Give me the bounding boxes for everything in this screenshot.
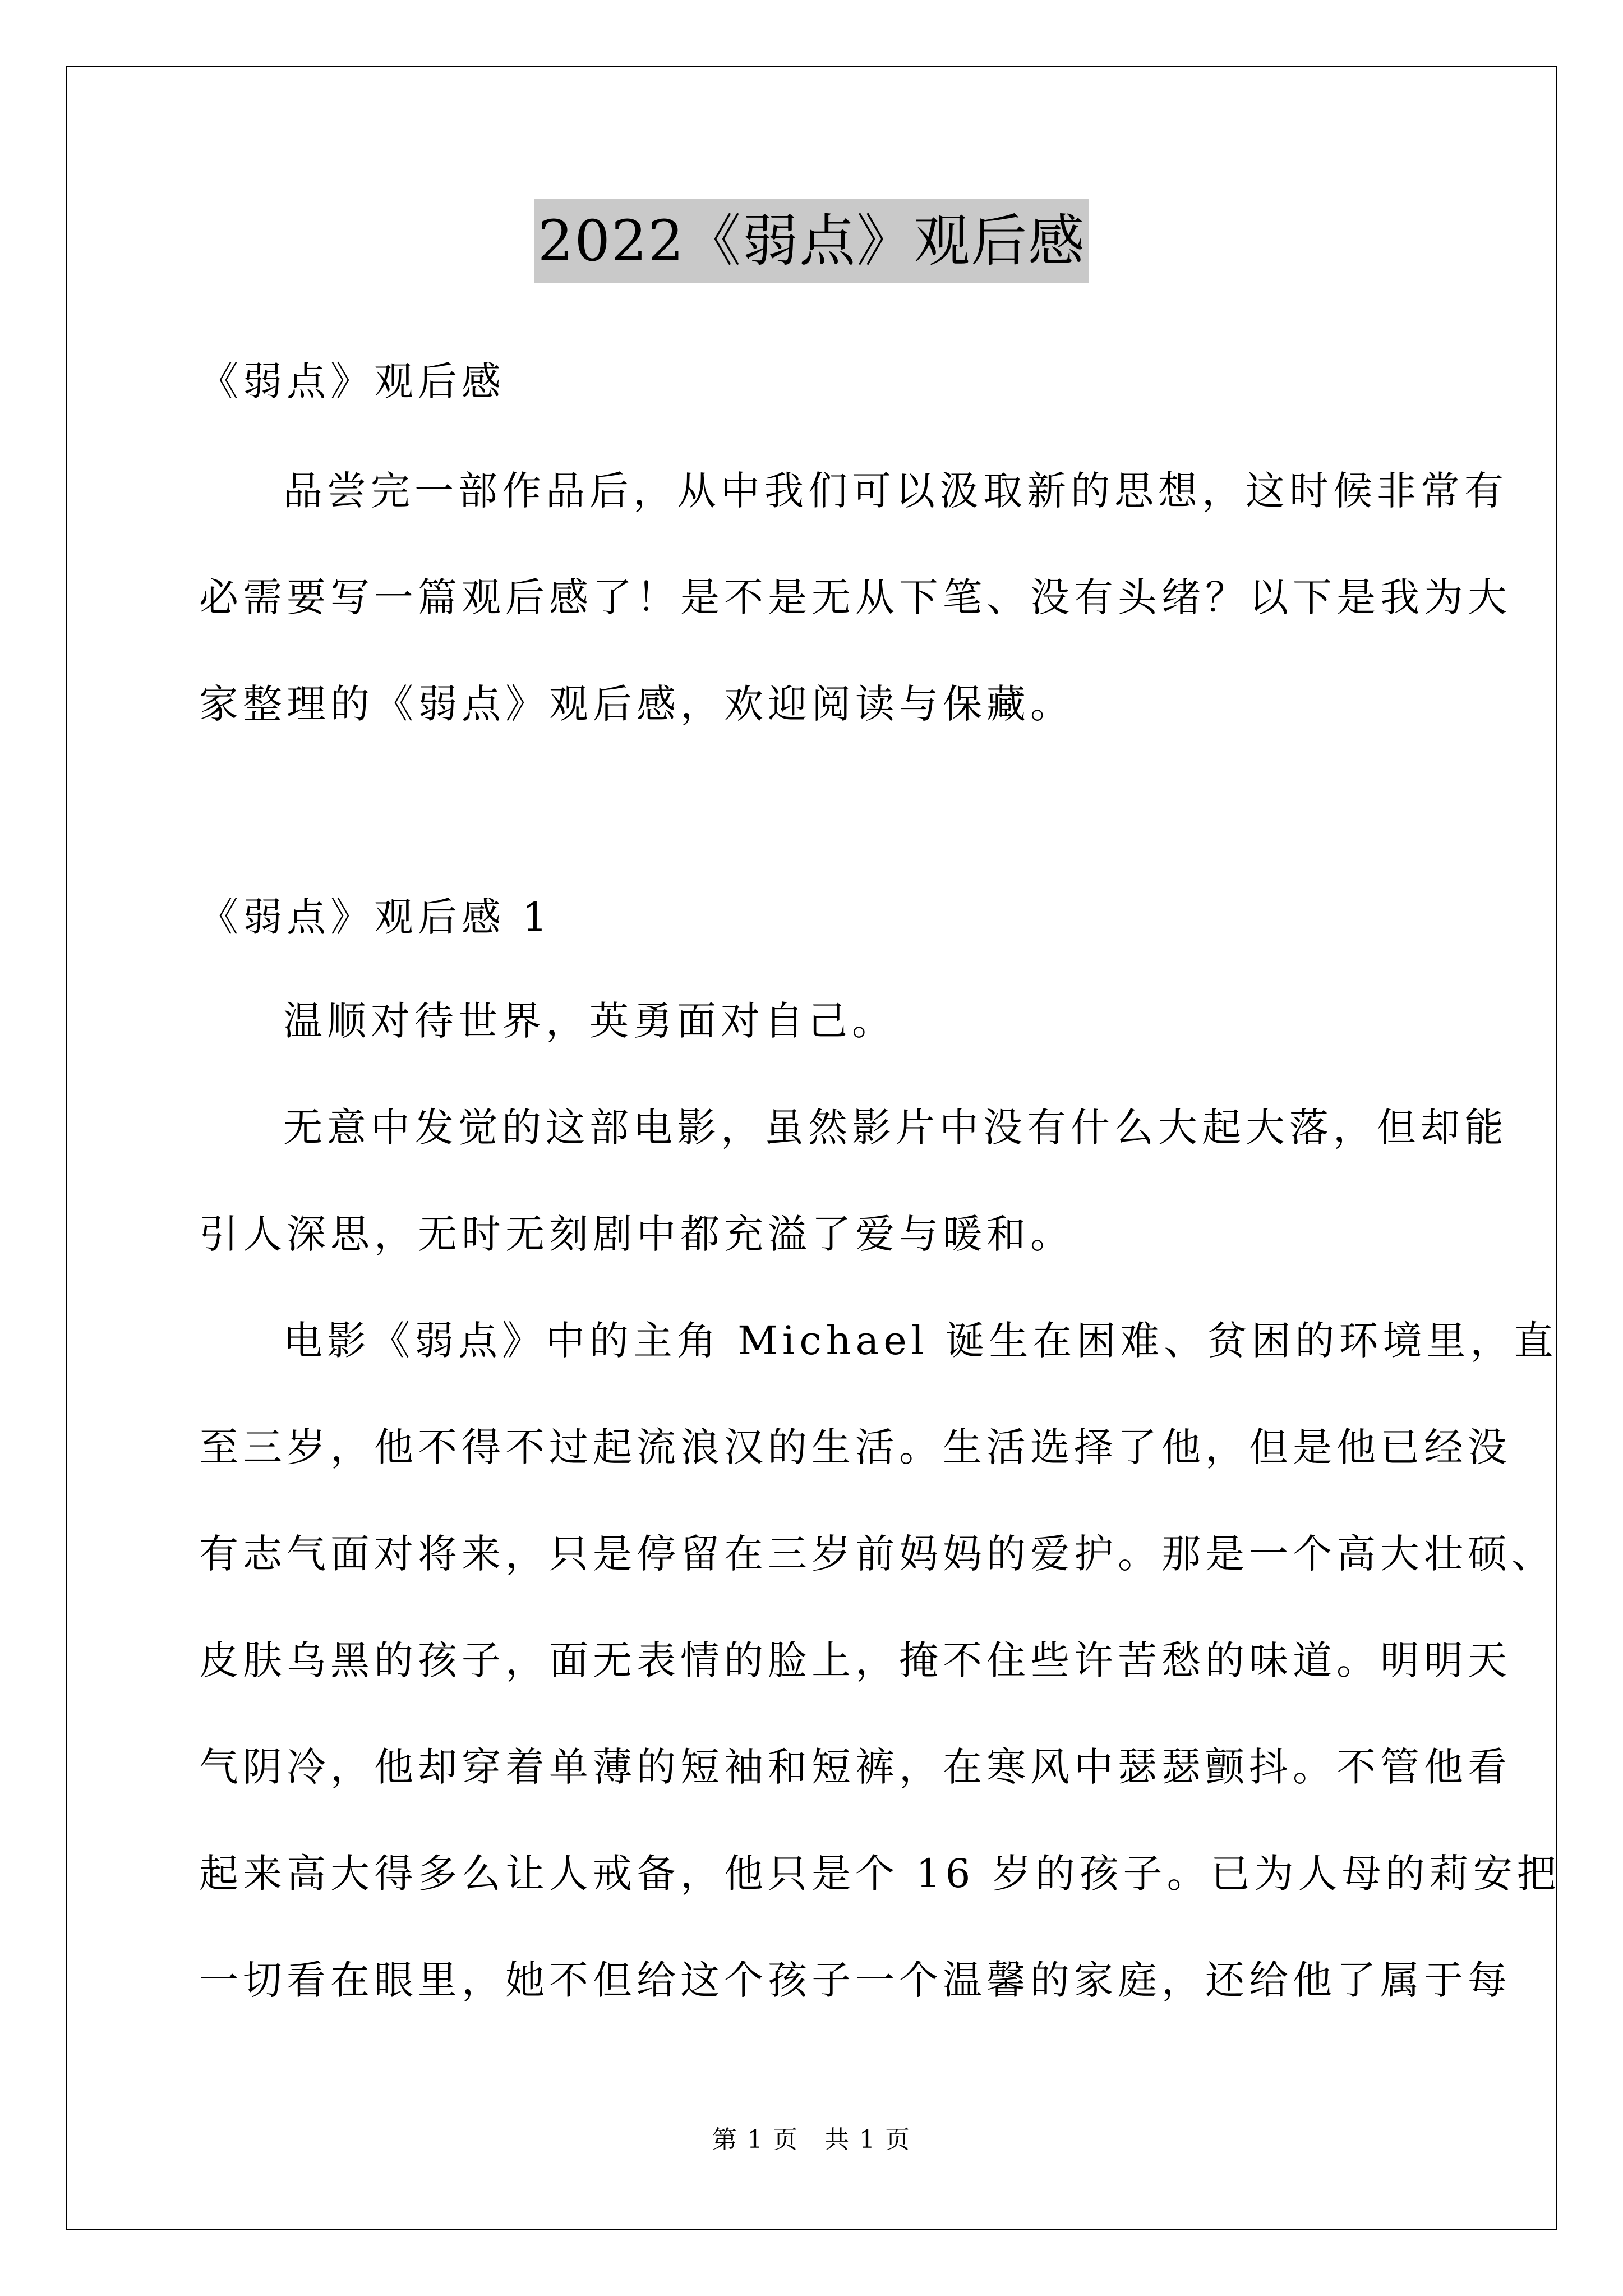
- paragraph-line: 皮肤乌黑的孩子，面无表情的脸上，掩不住些许苦愁的味道。明明天: [199, 1637, 1511, 1683]
- intro-paragraph: [199, 438, 1511, 757]
- title-container: [0, 199, 1623, 283]
- section-heading-main: 《弱点》观后感: [199, 358, 505, 404]
- paragraph-line: 温顺对待世界，英勇面对自己。: [283, 998, 896, 1044]
- paragraph-line: 引人深思，无时无刻剧中都充溢了爱与暖和。: [199, 1211, 1074, 1257]
- paragraph-line: 一切看在眼里，她不但给这个孩子一个温馨的家庭，还给他了属于每: [199, 1957, 1511, 2003]
- document-title: 2022《弱点》观后感: [534, 199, 1089, 283]
- paragraph-line: 电影《弱点》中的主角 Michael 诞生在困难、贫困的环境里，直: [283, 1318, 1558, 1364]
- section-heading-1: 《弱点》观后感 1: [199, 894, 552, 940]
- paragraph-line: 无意中发觉的这部电影，虽然影片中没有什么大起大落，但却能: [283, 1105, 1508, 1151]
- paragraph-line: 至三岁，他不得不过起流浪汉的生活。生活选择了他，但是他已经没: [199, 1424, 1511, 1470]
- page-footer: 第 1 页 共 1 页: [712, 2125, 911, 2154]
- paragraph-3: [199, 1287, 1561, 2033]
- paragraph-line: 必需要写一篇观后感了！是不是无从下笔、没有头绪？以下是我为大: [199, 574, 1511, 620]
- paragraph-line: 品尝完一部作品后，从中我们可以汲取新的思想，这时候非常有: [283, 468, 1508, 514]
- paragraph-line: 起来高大得多么让人戒备，他只是个 16 岁的孩子。已为人母的莉安把: [199, 1851, 1561, 1897]
- paragraph-1: [199, 968, 1427, 1074]
- paragraph-2: [199, 1074, 1508, 1287]
- paragraph-line: 家整理的《弱点》观后感，欢迎阅读与保藏。: [199, 681, 1074, 727]
- paragraph-line: 有志气面对将来，只是停留在三岁前妈妈的爱护。那是一个高大壮硕、: [199, 1531, 1555, 1577]
- paragraph-line: 气阴冷，他却穿着单薄的短袖和短裤，在寒风中瑟瑟颤抖。不管他看: [199, 1744, 1511, 1790]
